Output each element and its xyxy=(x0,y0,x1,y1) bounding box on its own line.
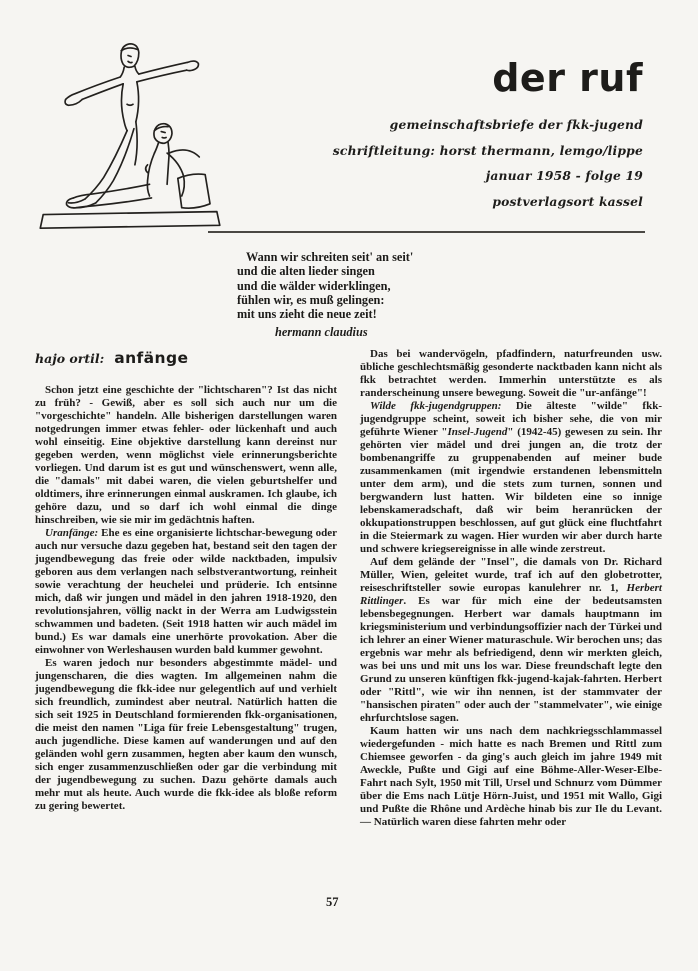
paragraph-italic-segment: Uranfänge: xyxy=(45,527,99,539)
article-title: anfänge xyxy=(114,349,189,367)
masthead-subtitle-line: gemeinschaftsbriefe der fkk-jugend xyxy=(389,117,643,132)
poem xyxy=(237,250,413,340)
page-number: 57 xyxy=(326,895,339,909)
masthead-subtitle-line: januar 1958 - folge 19 xyxy=(485,168,643,183)
paragraph xyxy=(35,384,337,527)
nude-figures-statue-illustration xyxy=(33,36,229,236)
paragraph-segment: Die älteste "wilde" fkk-jugendgruppe scheint, soweit ich bisher sehe, die von mir geführte Wiener " xyxy=(360,400,662,438)
article-body xyxy=(35,348,662,829)
masthead-subtitle-line: postverlagsort kassel xyxy=(492,193,643,209)
article-heading xyxy=(35,348,337,370)
paragraph-italic-segment: Wilde fkk-jugendgruppen: xyxy=(370,400,502,412)
paragraph-italic-segment: Herbert Rittlinger xyxy=(360,582,662,607)
divider-rule xyxy=(208,231,645,233)
poem-line: und die alten lieder singen xyxy=(237,264,375,279)
paragraph-italic-segment: Insel-Jugend xyxy=(447,426,508,438)
paragraph xyxy=(360,725,662,829)
paragraph-segment: Es waren jedoch nur besonders abgestimmte mädel- und jungenscharen, die dies wagten. Im allgemeinen nahm die jugendbewegung die fkk-idee nur gelegentlich auf und verhielt sich freundlich, zumindest aber neutral. Natürlich hatten die sich seit 1925 in Deutschland formierenden fkk-organisationen, die meist den namen "Liga für freie Lebensgestaltung" trugen, auch jugendliche. Diese kamen auf wanderungen und auf den geländen wohl gern zusammen, hegten aber kaum den wunsch, sich enger zusammenzuschließen oder gar die verbindung mit der jugendbewegung zu suchen. Dazu gehörte damals auch mehr mut als heute. Auch wurde die fkk-idee als bloße reform zu gering bewertet. xyxy=(35,657,337,812)
column-left xyxy=(35,348,337,829)
poem-line: mit uns zieht die neue zeit! xyxy=(237,307,377,322)
paragraph xyxy=(360,348,662,400)
poem-line: fühlen wir, es muß gelingen: xyxy=(237,292,385,307)
masthead-subtitle-line: schriftleitung: horst thermann, lemgo/lippe xyxy=(332,142,643,158)
paragraph-segment: Schon jetzt eine geschichte der "lichtscharen"? Ist das nicht zu früh? - Gewiß, aber es soll sich auch nur um die "vorgeschichte" handeln. Alle bisherigen darstellungen waren notgedrungen immer etwas fehler- oder lückenhaft und auch wohl einseitig. Eine objektive darstellung kann dereinst nur gegeben werden, wenn möglichst viele erinnerungsberichte vorliegen. Und darum ist es gut und wünschenswert, wenn alle, die "damals" mit dabei waren, die vielen geburtshelfer und oldtimers, ihre erinnerungen einmal auskramen. Ich glaube, ich gehöre dazu, und so darf ich wohl einmal die dinge hinschreiben, wie sie mir im gedächtnis haften. xyxy=(35,384,337,526)
poem-line: und die wälder widerklingen, xyxy=(237,278,391,293)
paragraph xyxy=(360,556,662,725)
article-byline: hajo ortil: xyxy=(35,351,105,366)
masthead xyxy=(333,58,643,214)
newsletter-title: der ruf xyxy=(492,56,643,100)
masthead-subtitle-lines xyxy=(333,112,643,214)
paragraph xyxy=(360,400,662,556)
poem-lines xyxy=(237,250,413,321)
paragraph-segment: Auf dem gelände der "Insel", die damals von Dr. Richard Müller, Wien, geleitet wurde, traf ich auf den globetrotter, reiseschriftsteller sowie europas kanulehrer nr. 1, xyxy=(360,556,662,594)
paragraph xyxy=(35,527,337,657)
paragraph-segment: Ehe es eine organisierte lichtschar-bewegung oder auch nur versuche dazu gegeben hat, bestand seit den tagen der jugendbewegung das freie oder wilde nacktbaden, impulsiv geboren aus dem verlangen nach selbstverantwortung, reinheit sowie verachtung der heuchelei und prüderie. Ich entsinne mich, daß wir jungen und mädel in den jahren 1918-1920, den revolutionsjahren, völlig nackt in der Werra am Ludwigsstein schwammen und badeten. (Seit 1918 hatten wir auch mädel im bund.) Es war damals eine unerhörte provokation. Aber die einwohner von Werleshausen wurden bald kummer gewohnt. xyxy=(35,527,337,656)
column-right xyxy=(360,348,662,829)
paragraph-segment: . Es war für mich eine der bedeutsamsten lebensbegegnungen. Herbert war damals hauptmann im kriegsministerium und verbindungsoffizier nach der Türkei und ich lehrer an einer Wiener maturaschule. Wir berochen uns; das ergebnis war mehr als befriedigend, denn wir merkten gleich, was bei uns und mit uns los war. Diese freundschaft legte den Grund zu unseren künftigen fkk-jugend-kajak-fahrten. Herbert oder "Rittl", wie wir ihn nennen, ist der stammvater der "hansischen piraten" oder auch der "stammelvater", wie einige ehrfurchtslose sagen. xyxy=(360,595,662,724)
poem-line: Wann wir schreiten seit' an seit' xyxy=(246,250,414,264)
paragraph-segment: Kaum hatten wir uns nach dem nachkriegsschlammassel wiedergefunden - mich hatte es nach Bremen und Rittl zum Chiemsee geworfen - da ging's auch gleich im jahre 1949 mit Aweckle, Pußte und Gigi auf eine Böhme-Aller-Weser-Elbe-Fahrt nach Sylt, 1950 mit Till, Ursel und Schnurz vom Dümmer über die Ems nach Lütje Hörn-Juist, und 1951 mit Wallo, Gigi und Pußte die Rhône und Ardèche hinab bis zur Ile du Levant. — Natürlich waren diese fahrten mehr oder xyxy=(360,725,662,828)
paragraph-segment: " (1942-45) gewesen zu sein. Ihr gehörten vier mädel und drei jungen an, die trotz der bombenangriffe zu gruppenabenden auf meiner bude zusammenkamen (mit irgendwie erstandenen lebensmitteln unter dem arm), und die stets zum turnen, sonnen und bergwandern lust hatten. Wir bildeten eine so innige lebenskameradschaft, daß wir beim heranrücken der okkupationstruppen beschlossen, auf gut glück eine fluchtfahrt in die Steiermark zu wagen. Hier wurden wir aber durch harte und schwere kriegsereignisse in alle winde zerstreut. xyxy=(360,426,662,555)
poem-attribution: hermann claudius xyxy=(275,325,368,340)
paragraph xyxy=(35,657,337,813)
paragraph-segment: Das bei wandervögeln, pfadfindern, naturfreunden usw. übliche geschlechtsmäßig gesonderte nacktbaden kann nicht als fkk betrachtet werden. Immerhin unterstützte es als randerscheinung unsere bewegung. Soweit die "ur-anfänge"! xyxy=(360,348,662,399)
